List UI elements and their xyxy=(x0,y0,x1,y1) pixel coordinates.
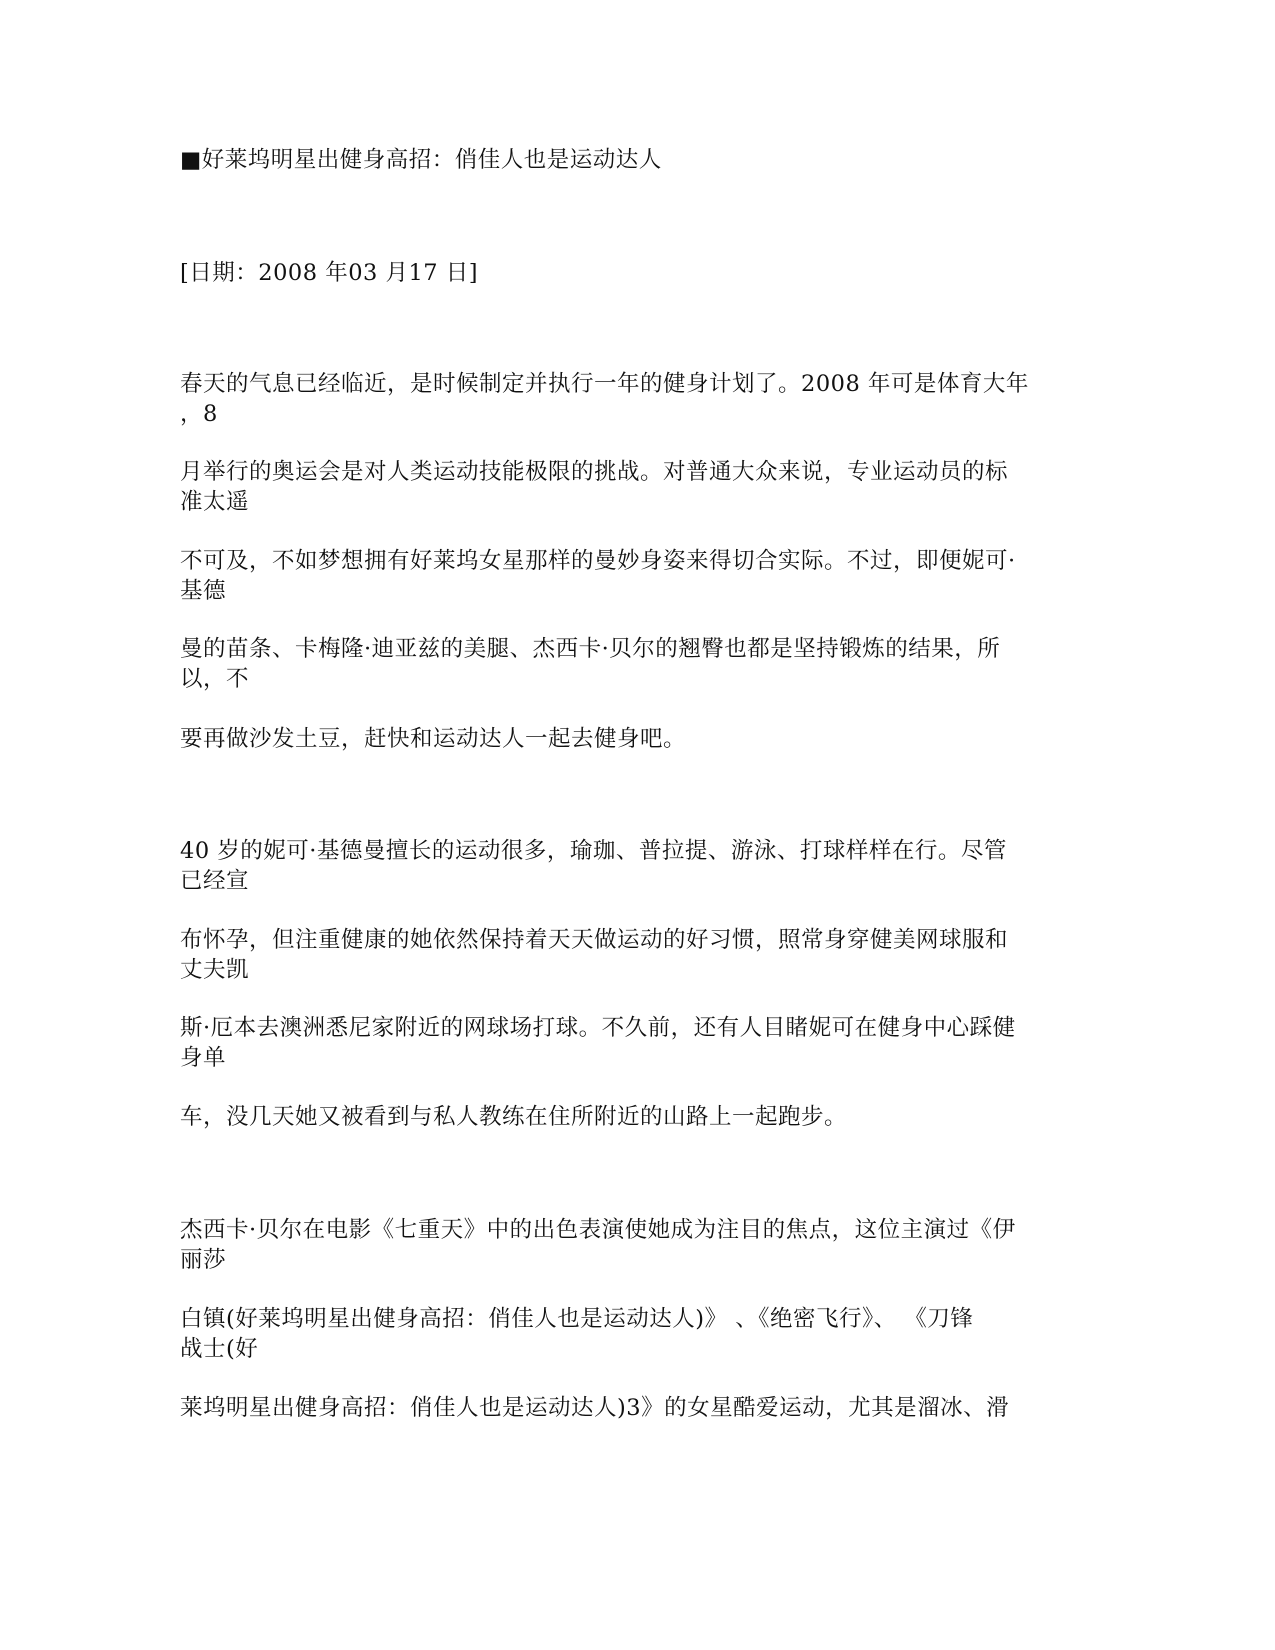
article-title: ■好莱坞明星出健身高招：俏佳人也是运动达人 xyxy=(180,147,662,173)
article-date: [日期：2008 年03 月17 日] xyxy=(180,260,479,286)
body-line: 准太遥 xyxy=(180,489,250,515)
body-line: 月举行的奥运会是对人类运动技能极限的挑战。对普通大众来说，专业运动员的标 xyxy=(180,459,1009,485)
body-line: 丽莎 xyxy=(180,1247,227,1273)
body-line: 斯·厄本去澳洲悉尼家附近的网球场打球。不久前，还有人目睹妮可在健身中心踩健 xyxy=(180,1015,1016,1041)
body-line: 曼的苗条、卡梅隆·迪亚兹的美腿、杰西卡·贝尔的翘臀也都是坚持锻炼的结果，所 xyxy=(180,636,1001,662)
body-line: 丈夫凯 xyxy=(180,957,250,983)
body-line: 已经宣 xyxy=(180,868,250,894)
body-line: 莱坞明星出健身高招：俏佳人也是运动达人)3》的女星酷爱运动，尤其是溜冰、滑 xyxy=(180,1395,1010,1421)
body-line: 杰西卡·贝尔在电影《七重天》中的出色表演使她成为注目的焦点，这位主演过《伊 xyxy=(180,1217,1016,1243)
body-line: 身单 xyxy=(180,1045,227,1071)
body-line: 40 岁的妮可·基德曼擅长的运动很多，瑜珈、普拉提、游泳、打球样样在行。尽管 xyxy=(180,838,1007,864)
body-line: 战士(好 xyxy=(180,1336,259,1362)
body-line: ，8 xyxy=(180,401,218,427)
body-line: 基德 xyxy=(180,578,227,604)
body-line: 布怀孕，但注重健康的她依然保持着天天做运动的好习惯，照常身穿健美网球服和 xyxy=(180,927,1009,953)
body-line: 以，不 xyxy=(180,666,250,692)
body-line: 白镇(好莱坞明星出健身高招：俏佳人也是运动达人)》 、《绝密飞行》、 《刀锋 xyxy=(180,1306,974,1332)
body-line: 车，没几天她又被看到与私人教练在住所附近的山路上一起跑步。 xyxy=(180,1104,848,1130)
body-line: 不可及，不如梦想拥有好莱坞女星那样的曼妙身姿来得切合实际。不过，即便妮可· xyxy=(180,548,1016,574)
body-line: 春天的气息已经临近，是时候制定并执行一年的健身计划了。2008 年可是体育大年 xyxy=(180,371,1029,397)
body-line: 要再做沙发土豆，赶快和运动达人一起去健身吧。 xyxy=(180,726,687,752)
